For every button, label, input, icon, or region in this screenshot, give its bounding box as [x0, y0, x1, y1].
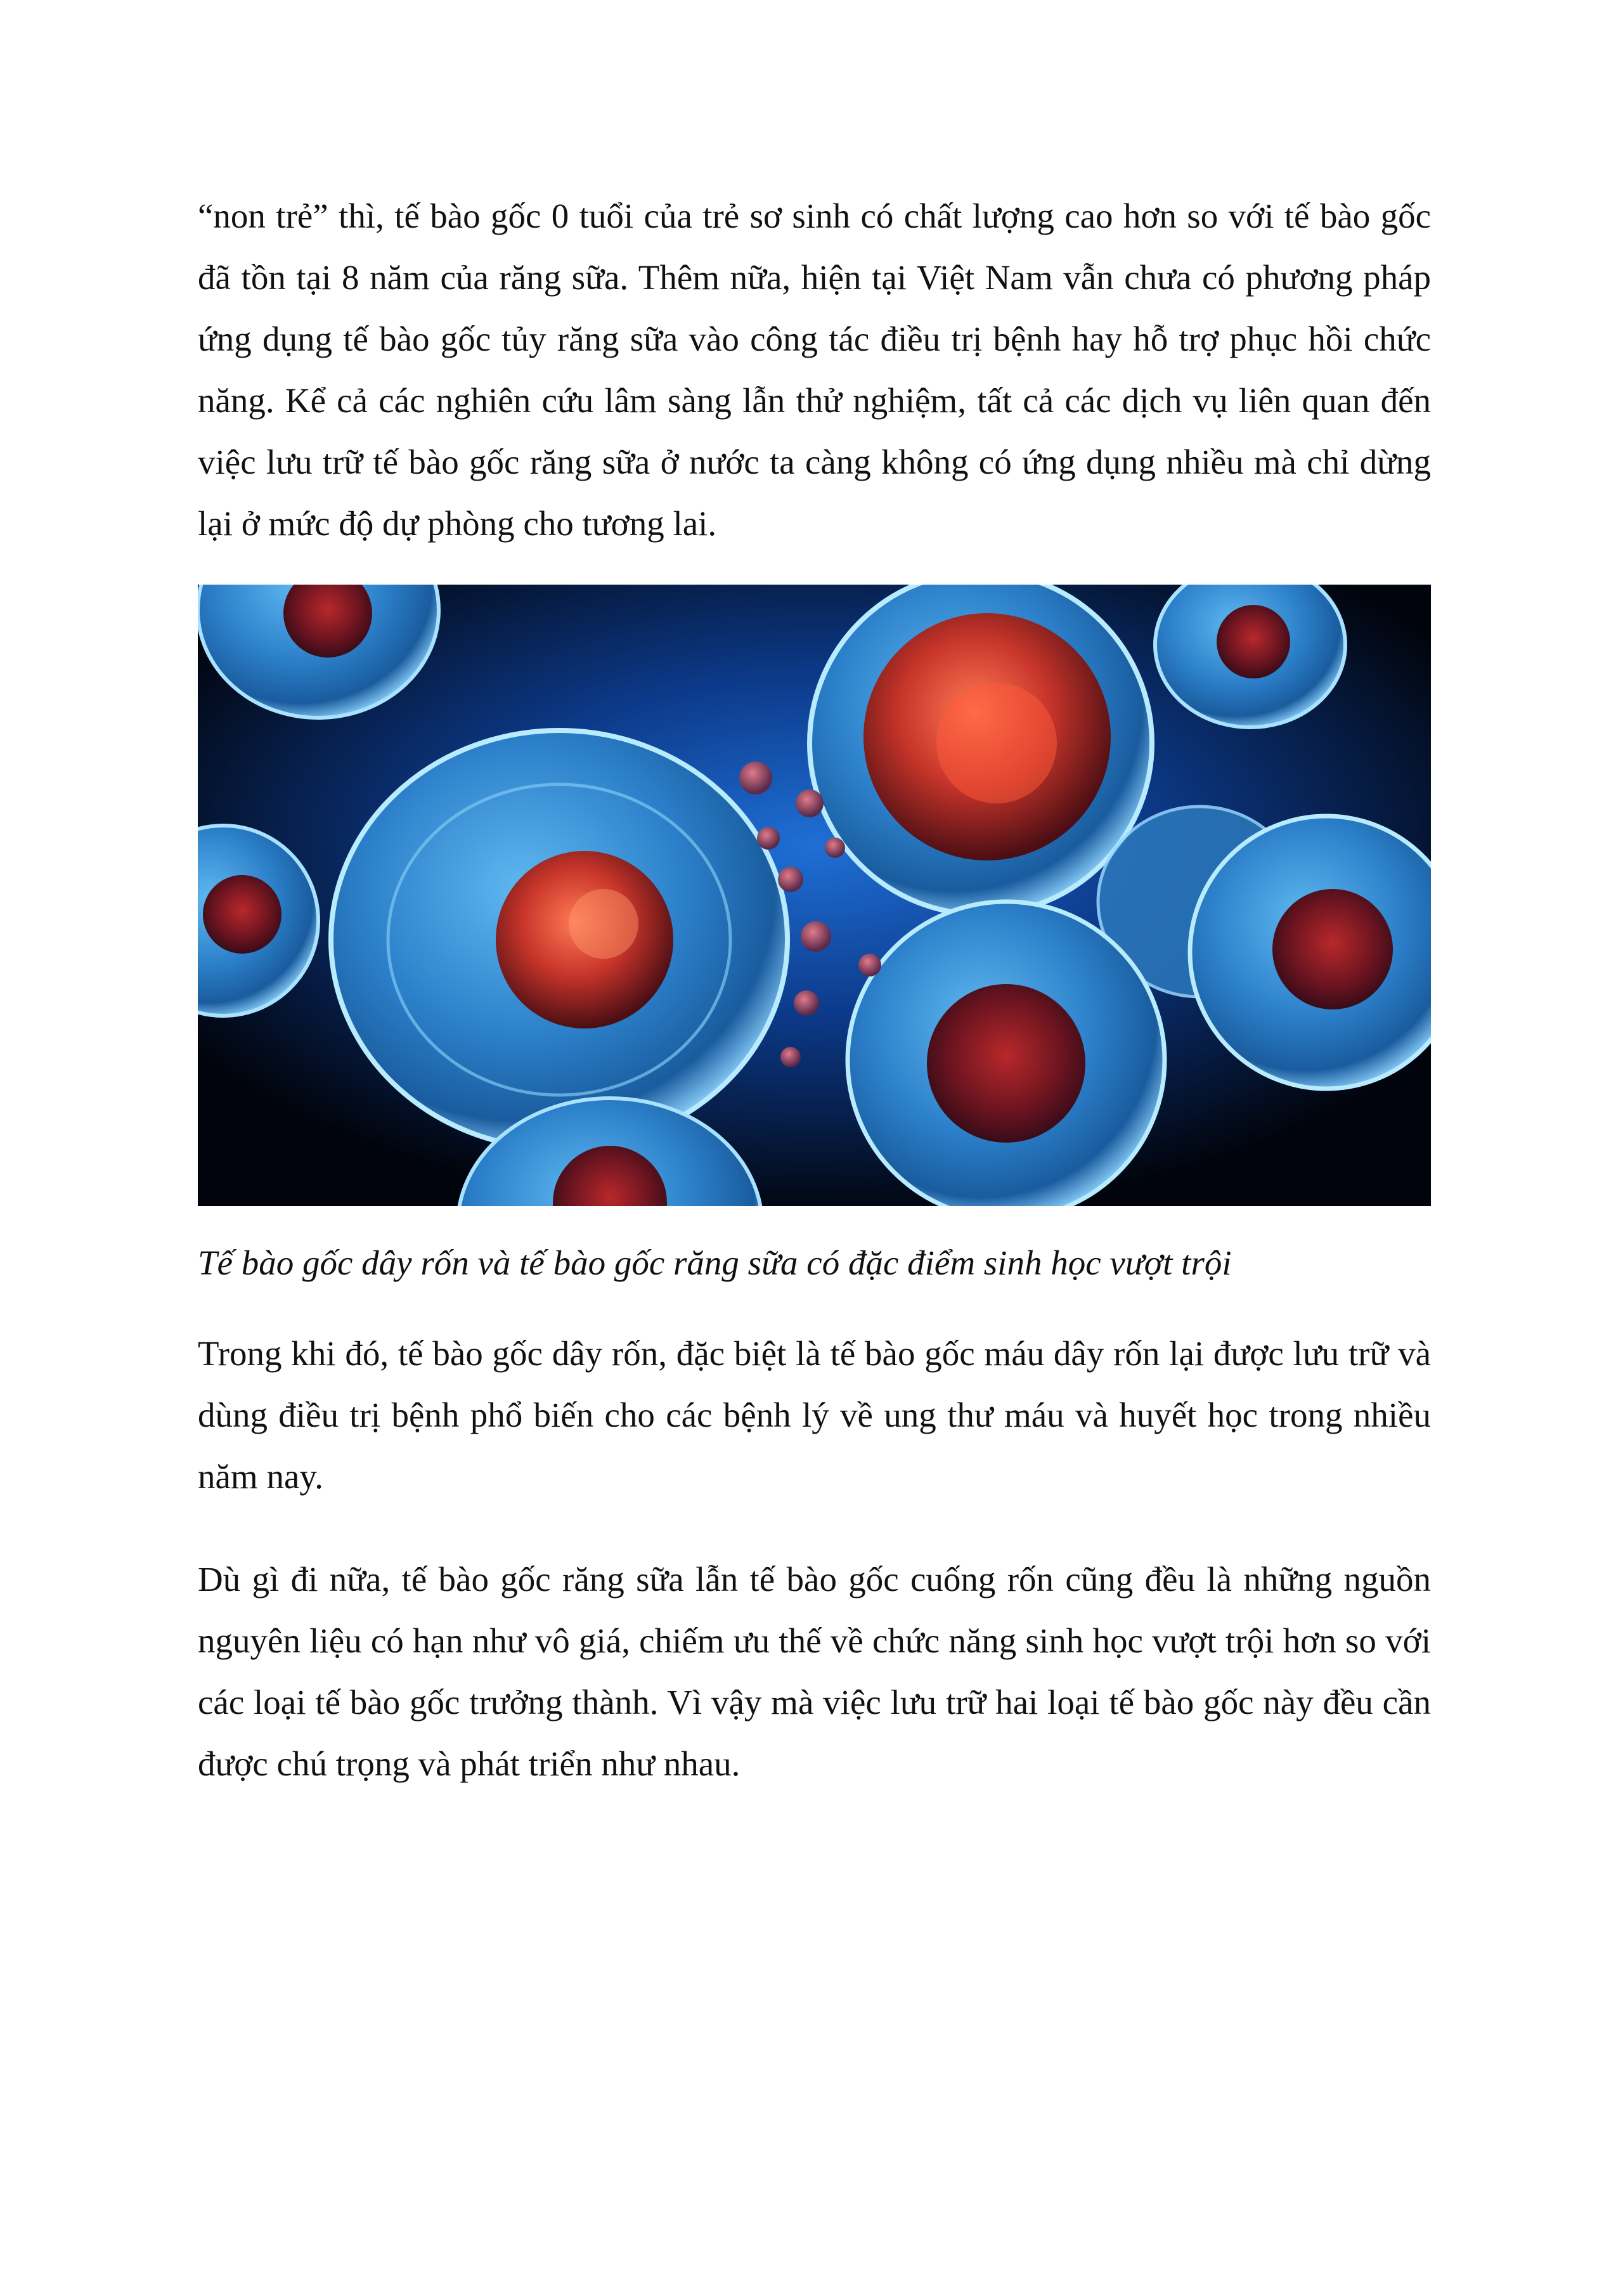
cell-top-right [1155, 585, 1345, 727]
cell-large-left [331, 730, 787, 1149]
paragraph-conclusion: Dù gì đi nữa, tế bào gốc răng sữa lẫn tế bào gốc cuống rốn cũng đều là những nguồn nguyên liệu có hạn như vô giá, chiếm ưu thế về chức năng sinh học vượt trội hơn so với các loại tế bào gốc trưởng thành. Vì vậy mà việc lưu trữ hai loại tế bào gốc này đều cần được chú trọng và phát triển như nhau. [198, 1560, 1431, 1783]
cell-bottom-middle [848, 902, 1165, 1206]
cell-top-center [810, 585, 1152, 914]
figure-caption: Tế bào gốc dây rốn và tế bào gốc răng sữa có đặc điểm sinh học vượt trội [198, 1243, 1232, 1282]
stem-cell-illustration [198, 585, 1431, 1206]
paragraph-intro: “non trẻ” thì, tế bào gốc 0 tuổi của trẻ sơ sinh có chất lượng cao hơn so với tế bào gốc đã tồn tại 8 năm của răng sữa. Thêm nữa, hiện tại Việt Nam vẫn chưa có phương pháp ứng dụng tế bào gốc tủy răng sữa vào công tác điều trị bệnh hay hỗ trợ phục hồi chức năng. Kể cả các nghiên cứu lâm sàng lẫn thử nghiệm, tất cả các dịch vụ liên quan đến việc lưu trữ tế bào gốc răng sữa ở nước ta càng không có ứng dụng nhiều mà chỉ dừng lại ở mức độ dự phòng cho tương lai. [198, 197, 1431, 543]
cell-right [1190, 816, 1431, 1089]
paragraph-cord-blood: Trong khi đó, tế bào gốc dây rốn, đặc biệt là tế bào gốc máu dây rốn lại được lưu trữ và dùng điều trị bệnh phổ biến cho các bệnh lý về ung thư máu và huyết học trong nhiều năm nay. [198, 1334, 1431, 1496]
